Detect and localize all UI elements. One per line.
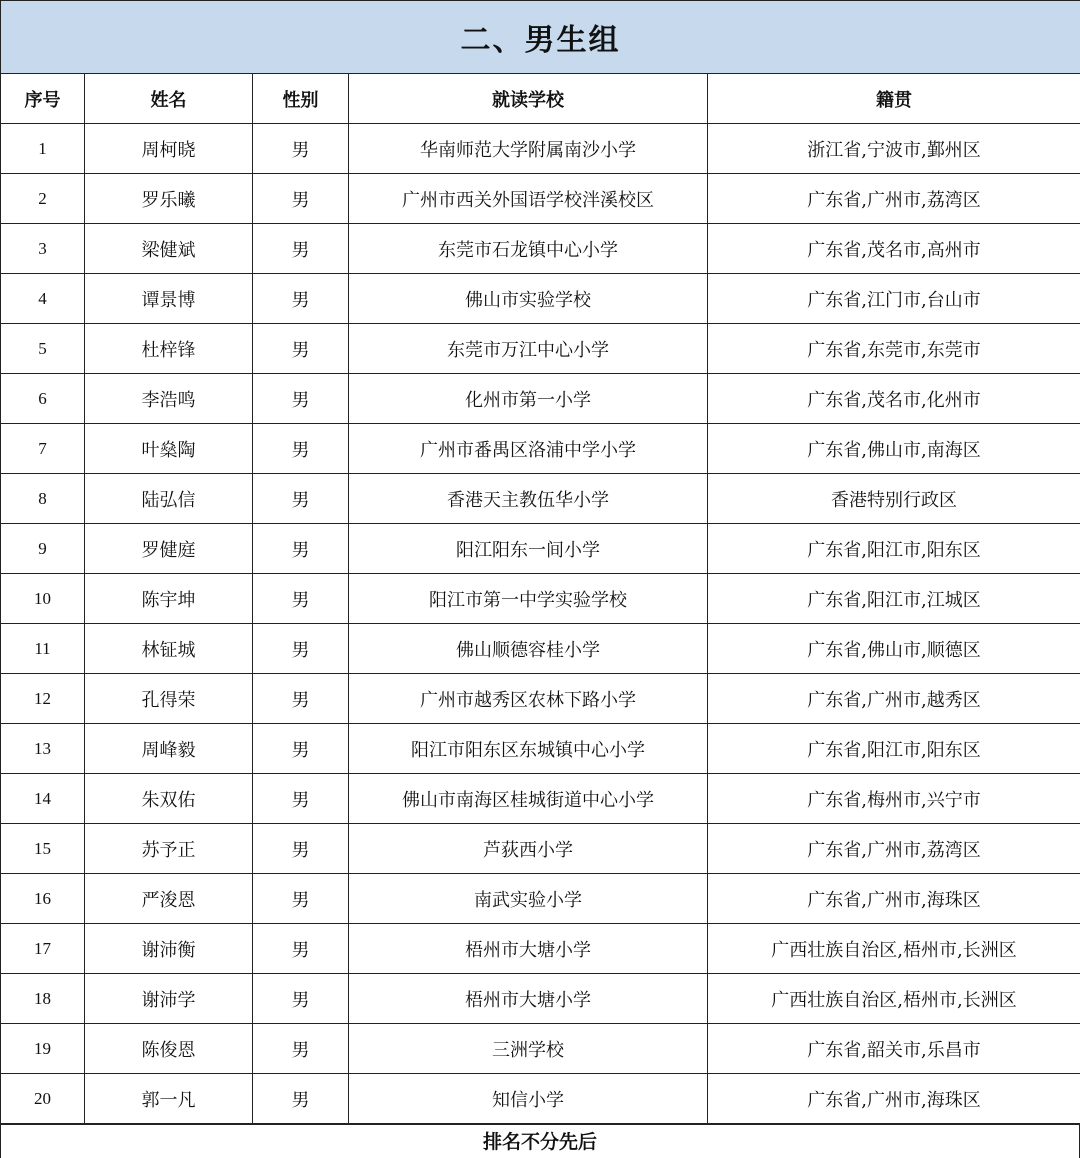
cell-name: 郭一凡 [85,1074,253,1124]
cell-gender: 男 [253,674,349,724]
cell-gender: 男 [253,624,349,674]
cell-origin: 广东省,江门市,台山市 [708,274,1080,324]
cell-school: 佛山市实验学校 [349,274,708,324]
header-school: 就读学校 [349,74,708,124]
cell-name: 严浚恩 [85,874,253,924]
cell-origin: 广东省,阳江市,阳东区 [708,524,1080,574]
footer-note: 排名不分先后 [1,1125,1080,1158]
cell-origin: 广东省,茂名市,高州市 [708,224,1080,274]
cell-school: 梧州市大塘小学 [349,924,708,974]
cell-school: 阳江市第一中学实验学校 [349,574,708,624]
cell-index: 20 [1,1074,85,1124]
cell-index: 16 [1,874,85,924]
cell-name: 孔得荣 [85,674,253,724]
cell-origin: 广东省,阳江市,江城区 [708,574,1080,624]
cell-name: 梁健斌 [85,224,253,274]
table-row [1,574,1080,624]
cell-index: 4 [1,274,85,324]
cell-origin: 广东省,阳江市,阳东区 [708,724,1080,774]
cell-index: 7 [1,424,85,474]
cell-gender: 男 [253,974,349,1024]
cell-gender: 男 [253,924,349,974]
cell-school: 广州市番禺区洛浦中学小学 [349,424,708,474]
table-row [1,824,1080,874]
cell-origin: 广东省,广州市,越秀区 [708,674,1080,724]
table-row [1,774,1080,824]
cell-gender: 男 [253,724,349,774]
cell-index: 13 [1,724,85,774]
cell-origin: 广东省,佛山市,顺德区 [708,624,1080,674]
cell-name: 谢沛衡 [85,924,253,974]
cell-gender: 男 [253,524,349,574]
cell-gender: 男 [253,374,349,424]
table-title: 二、男生组 [1,1,1080,74]
cell-index: 19 [1,1024,85,1074]
cell-name: 苏予正 [85,824,253,874]
table-row [1,1024,1080,1074]
cell-origin: 广东省,广州市,海珠区 [708,1074,1080,1124]
cell-index: 3 [1,224,85,274]
table-row [1,474,1080,524]
cell-origin: 广西壮族自治区,梧州市,长洲区 [708,974,1080,1024]
cell-name: 朱双佑 [85,774,253,824]
cell-school: 阳江市阳东区东城镇中心小学 [349,724,708,774]
cell-origin: 广东省,广州市,荔湾区 [708,174,1080,224]
cell-school: 广州市越秀区农林下路小学 [349,674,708,724]
footer-row [1,1125,1080,1158]
table-row [1,874,1080,924]
header-index: 序号 [1,74,85,124]
cell-index: 17 [1,924,85,974]
footer-table [0,1124,1080,1158]
cell-name: 林钲城 [85,624,253,674]
cell-name: 李浩鸣 [85,374,253,424]
table-row [1,224,1080,274]
cell-index: 11 [1,624,85,674]
cell-index: 6 [1,374,85,424]
table-row [1,674,1080,724]
cell-index: 10 [1,574,85,624]
cell-school: 广州市西关外国语学校泮溪校区 [349,174,708,224]
cell-gender: 男 [253,874,349,924]
table-row [1,974,1080,1024]
cell-gender: 男 [253,824,349,874]
cell-name: 叶燊陶 [85,424,253,474]
cell-name: 谢沛学 [85,974,253,1024]
cell-school: 阳江阳东一间小学 [349,524,708,574]
cell-index: 18 [1,974,85,1024]
cell-origin: 广西壮族自治区,梧州市,长洲区 [708,924,1080,974]
cell-name: 陈俊恩 [85,1024,253,1074]
cell-origin: 广东省,东莞市,东莞市 [708,324,1080,374]
cell-gender: 男 [253,1024,349,1074]
cell-index: 8 [1,474,85,524]
cell-gender: 男 [253,574,349,624]
cell-gender: 男 [253,274,349,324]
header-name: 姓名 [85,74,253,124]
cell-school: 佛山顺德容桂小学 [349,624,708,674]
cell-origin: 广东省,广州市,海珠区 [708,874,1080,924]
cell-name: 陈宇坤 [85,574,253,624]
cell-gender: 男 [253,324,349,374]
table-row [1,124,1080,174]
cell-origin: 广东省,广州市,荔湾区 [708,824,1080,874]
table-row [1,424,1080,474]
title-row [1,1,1080,74]
cell-school: 东莞市石龙镇中心小学 [349,224,708,274]
cell-school: 香港天主教伍华小学 [349,474,708,524]
cell-name: 周柯晓 [85,124,253,174]
header-row [1,74,1080,124]
table-row [1,924,1080,974]
cell-name: 陆弘信 [85,474,253,524]
cell-index: 1 [1,124,85,174]
cell-gender: 男 [253,774,349,824]
cell-school: 知信小学 [349,1074,708,1124]
cell-index: 5 [1,324,85,374]
cell-gender: 男 [253,424,349,474]
cell-name: 罗乐曦 [85,174,253,224]
cell-origin: 浙江省,宁波市,鄞州区 [708,124,1080,174]
cell-school: 华南师范大学附属南沙小学 [349,124,708,174]
cell-school: 芦荻西小学 [349,824,708,874]
cell-school: 南武实验小学 [349,874,708,924]
cell-school: 梧州市大塘小学 [349,974,708,1024]
cell-name: 周峰毅 [85,724,253,774]
cell-origin: 广东省,佛山市,南海区 [708,424,1080,474]
cell-school: 佛山市南海区桂城街道中心小学 [349,774,708,824]
cell-gender: 男 [253,224,349,274]
cell-origin: 香港特别行政区 [708,474,1080,524]
cell-gender: 男 [253,124,349,174]
cell-name: 杜梓锋 [85,324,253,374]
cell-school: 东莞市万江中心小学 [349,324,708,374]
header-gender: 性别 [253,74,349,124]
cell-index: 12 [1,674,85,724]
cell-school: 化州市第一小学 [349,374,708,424]
table-row [1,374,1080,424]
cell-origin: 广东省,茂名市,化州市 [708,374,1080,424]
table-row [1,274,1080,324]
cell-index: 14 [1,774,85,824]
cell-gender: 男 [253,1074,349,1124]
cell-index: 2 [1,174,85,224]
table-row [1,324,1080,374]
cell-origin: 广东省,梅州市,兴宁市 [708,774,1080,824]
table-row [1,1074,1080,1124]
header-origin: 籍贯 [708,74,1080,124]
cell-gender: 男 [253,474,349,524]
cell-school: 三洲学校 [349,1024,708,1074]
table-row [1,524,1080,574]
cell-index: 9 [1,524,85,574]
table-row [1,174,1080,224]
cell-name: 谭景博 [85,274,253,324]
cell-origin: 广东省,韶关市,乐昌市 [708,1024,1080,1074]
table-row [1,624,1080,674]
cell-index: 15 [1,824,85,874]
cell-gender: 男 [253,174,349,224]
cell-name: 罗健庭 [85,524,253,574]
table-row [1,724,1080,774]
